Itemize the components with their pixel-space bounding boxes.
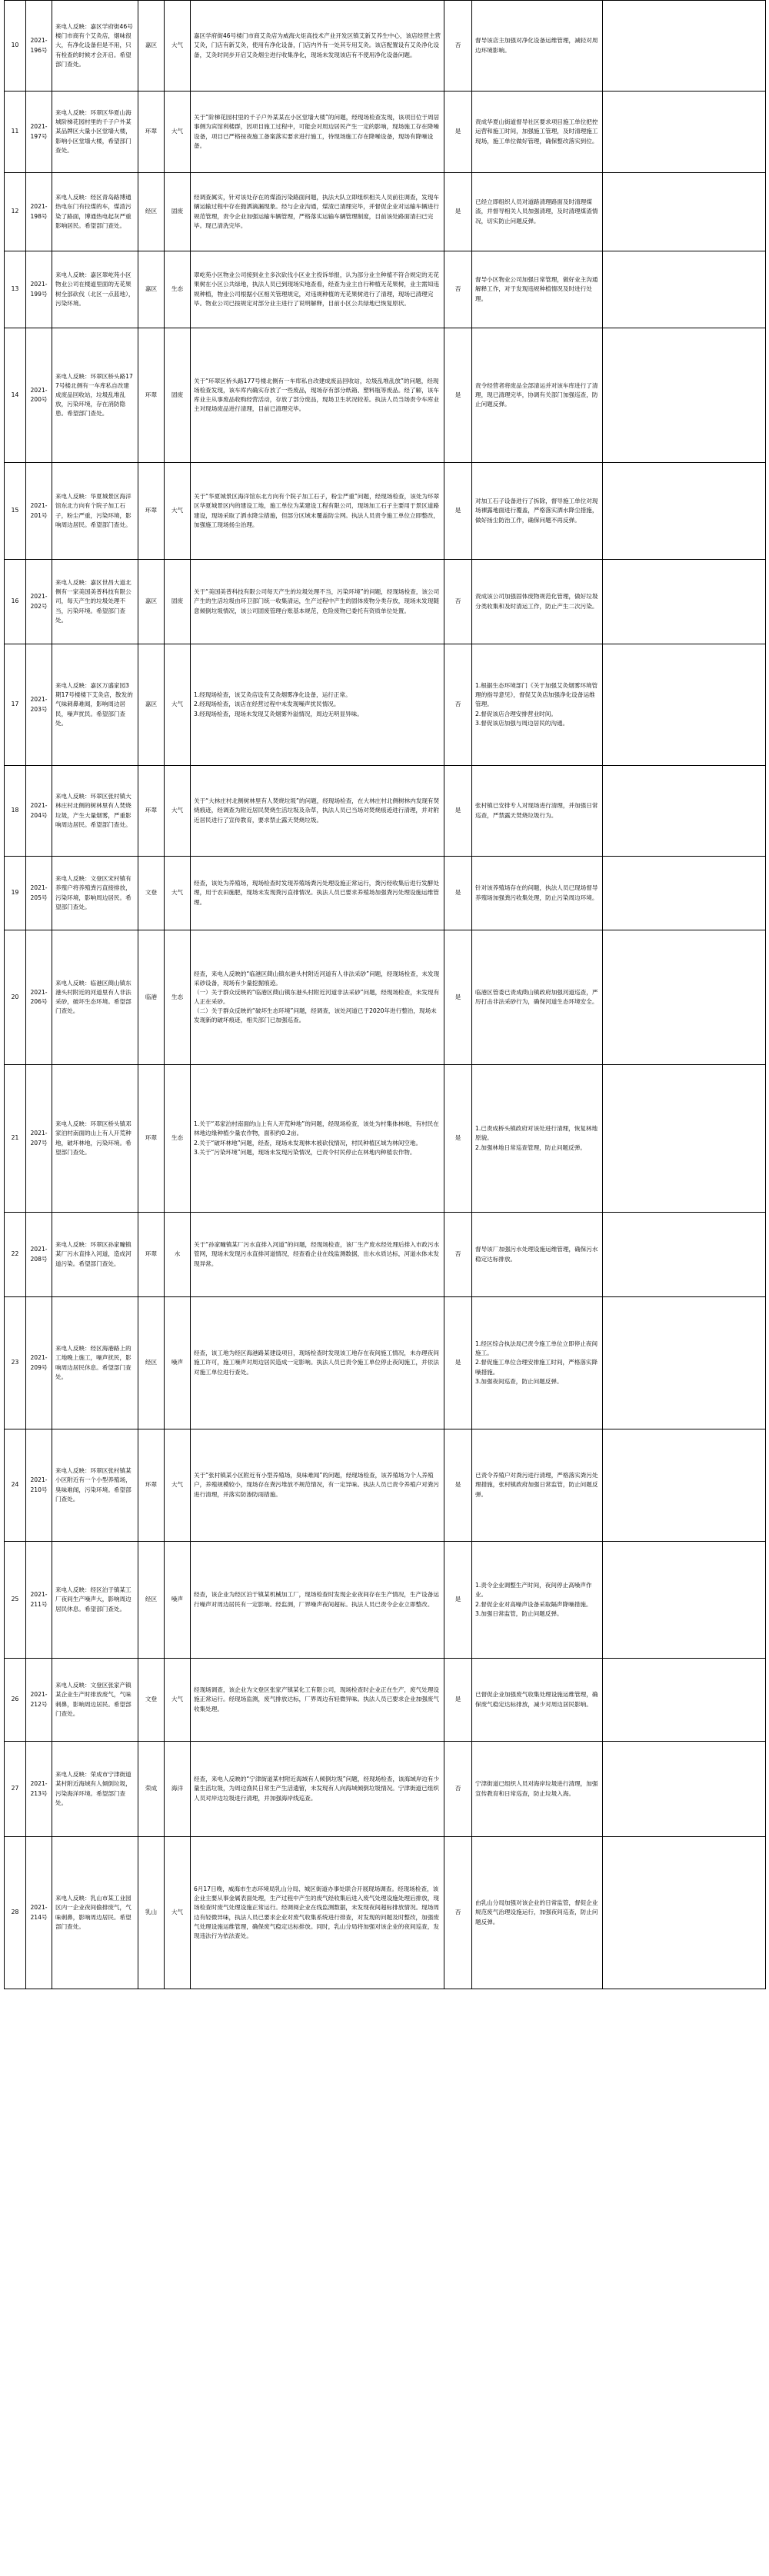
remark-cell xyxy=(603,1297,766,1429)
remark-cell xyxy=(603,766,766,857)
table-row xyxy=(5,1,766,92)
table-row xyxy=(5,1429,766,1542)
complaint-valid-cell: 是 xyxy=(444,92,472,173)
pollution-type-cell: 生态 xyxy=(165,1065,191,1213)
remark-cell xyxy=(603,328,766,463)
row-number-cell: 10 xyxy=(5,1,26,92)
row-number-cell: 23 xyxy=(5,1297,26,1429)
pollution-type-cell: 生态 xyxy=(165,251,191,328)
table-row xyxy=(5,1542,766,1659)
row-number-cell: 27 xyxy=(5,1742,26,1837)
complaint-feedback-cell: 来电人反映：华夏城景区海洋馆东北方向有个院子加工石子，粉尘严重，污染环境，影响周边居民。希望部门查处。 xyxy=(52,463,138,560)
case-code-cell: 2021-208号 xyxy=(26,1213,52,1297)
case-code-cell: 2021-213号 xyxy=(26,1742,52,1837)
remark-cell xyxy=(603,644,766,766)
district-cell: 嘉区 xyxy=(138,1,165,92)
complaint-valid-cell: 是 xyxy=(444,930,472,1065)
complaint-table xyxy=(4,0,766,1989)
handling-measure-cell: 责令经营者将废品全部清运并对该车库进行了清理，现已清理完毕，协调有关部门加强巡查，防止问题反弹。 xyxy=(472,328,603,463)
investigation-result-cell: 关于“孙家疃镇某厂污水直排入河道”的问题，经现场检查，该厂生产废水经处理后排入市政污水管网，现场未发现污水直排河道情况，经查看企业在线监测数据，出水水质达标，河道水体未发现异常。 xyxy=(191,1213,444,1297)
row-number-cell: 13 xyxy=(5,251,26,328)
handling-measure-cell: 已责令养殖户对粪污进行清理，严格落实粪污处理措施，张村镇政府加强日常监管，防止问题反弹。 xyxy=(472,1429,603,1542)
handling-measure-cell: 责成该公司加强固体废物规范化管理，做好垃圾分类收集和及时清运工作，防止产生二次污染。 xyxy=(472,560,603,644)
pollution-type-cell: 大气 xyxy=(165,1,191,92)
case-code-cell: 2021-202号 xyxy=(26,560,52,644)
remark-cell xyxy=(603,251,766,328)
pollution-type-cell: 大气 xyxy=(165,463,191,560)
district-cell: 文登 xyxy=(138,1659,165,1742)
district-cell: 环翠 xyxy=(138,766,165,857)
complaint-valid-cell: 否 xyxy=(444,644,472,766)
row-number-cell: 22 xyxy=(5,1213,26,1297)
table-row xyxy=(5,1742,766,1837)
table-row xyxy=(5,328,766,463)
row-number-cell: 24 xyxy=(5,1429,26,1542)
investigation-result-cell: 经查，该工地为经区海港路某建设项目，现场检查时发现该工地存在夜间施工情况，未办理夜间施工许可，施工噪声对周边居民造成一定影响。执法人员已责令施工单位停止夜间施工，并依法对施工单位进行查处。 xyxy=(191,1297,444,1429)
investigation-result-cell: 1.经现场检查，该艾灸店设有艾灸烟雾净化设备，运行正常。 2.经现场检查，该店在经营过程中未发现噪声扰民情况。 3.经现场检查，现场未发现艾灸烟雾外溢情况，周边无明显异味。 xyxy=(191,644,444,766)
complaint-valid-cell: 是 xyxy=(444,857,472,930)
investigation-result-cell: 经查，来电人反映的“临港区蔄山镇东港头村附近河道有人非法采砂”问题，经现场检查，未发现采砂设备，现场有少量挖掘痕迹。 （一）关于群众反映的“临港区蔄山镇东港头村附近河道非法采砂”问题，经现场检查，未发现有人正在采砂。 （二）关于群众反映的“破坏生态环境”问题，经调查，该处河道已于2020年进行整治，现场未发现新的破坏痕迹，相关部门已加强巡查。 xyxy=(191,930,444,1065)
row-number-cell: 14 xyxy=(5,328,26,463)
handling-measure-cell: 责成华夏山街道督导社区要求项目施工单位把控运营和施工时间，加强施工管理，及时清理施工现场，施工单位做好管理，确保整改落实到位。 xyxy=(472,92,603,173)
table-row xyxy=(5,644,766,766)
case-code-cell: 2021-198号 xyxy=(26,173,52,251)
case-code-cell: 2021-197号 xyxy=(26,92,52,173)
district-cell: 经区 xyxy=(138,1542,165,1659)
case-code-cell: 2021-196号 xyxy=(26,1,52,92)
remark-cell xyxy=(603,1742,766,1837)
pollution-type-cell: 生态 xyxy=(165,930,191,1065)
table-row xyxy=(5,463,766,560)
table-row xyxy=(5,92,766,173)
complaint-valid-cell: 是 xyxy=(444,1429,472,1542)
pollution-type-cell: 噪声 xyxy=(165,1297,191,1429)
investigation-result-cell: 经调查属实，针对该处存在的煤渣污染路面问题，执法大队立即组织相关人员前往调查，发现车辆运输过程中存在抛洒滴漏现象。经与企业沟通，煤渣已清理完毕，并督促企业对运输车辆进行规范管理，责令企业加强运输车辆管理，严格落实运输车辆管理制度，目前该处路面清扫已完毕。现已清洗完毕。 xyxy=(191,173,444,251)
complaint-feedback-cell: 来电人反映：经区青岛路博通热电东门有拉煤的车，煤渣污染了路面，博通热电起灰严重影响居民。希望部门查处。 xyxy=(52,173,138,251)
pollution-type-cell: 水 xyxy=(165,1213,191,1297)
case-code-cell: 2021-204号 xyxy=(26,766,52,857)
row-number-cell: 26 xyxy=(5,1659,26,1742)
remark-cell xyxy=(603,92,766,173)
case-code-cell: 2021-206号 xyxy=(26,930,52,1065)
row-number-cell: 18 xyxy=(5,766,26,857)
table-row xyxy=(5,1659,766,1742)
remark-cell xyxy=(603,1,766,92)
table-row xyxy=(5,1837,766,1989)
remark-cell xyxy=(603,857,766,930)
district-cell: 临港 xyxy=(138,930,165,1065)
complaint-valid-cell: 否 xyxy=(444,251,472,328)
complaint-feedback-cell: 来电人反映：环翠区张村镇大林庄村北侧的树林里有人焚烧垃圾，产生大量烟雾，严重影响周边居民。希望部门查处。 xyxy=(52,766,138,857)
district-cell: 嘉区 xyxy=(138,560,165,644)
remark-cell xyxy=(603,560,766,644)
pollution-type-cell: 固废 xyxy=(165,328,191,463)
row-number-cell: 21 xyxy=(5,1065,26,1213)
pollution-type-cell: 大气 xyxy=(165,857,191,930)
handling-measure-cell: 针对该养殖场存在的问题，执法人员已现场督导养殖场加强粪污收集处理，防止污染周边环境。 xyxy=(472,857,603,930)
handling-measure-cell: 督导该店主加强对净化设备运维管理，减轻对周边环境影响。 xyxy=(472,1,603,92)
table-row xyxy=(5,1213,766,1297)
district-cell: 文登 xyxy=(138,857,165,930)
district-cell: 环翠 xyxy=(138,92,165,173)
complaint-feedback-cell: 来电人反映：环翠区华夏山海城阶梯花园村里的千子户外某某品牌区大量小区堂墙大楼，影响小区堂墙大楼，希望部门查处。 xyxy=(52,92,138,173)
handling-measure-cell: 1.根据生态环境部门《关于加强艾灸烟雾环境管理的指导意见》，督促艾灸店加强净化设备运维管理。 2.督促该店合理安排营业时间。 3.督促该店加强与周边居民的沟通。 xyxy=(472,644,603,766)
complaint-valid-cell: 是 xyxy=(444,766,472,857)
row-number-cell: 15 xyxy=(5,463,26,560)
district-cell: 嘉区 xyxy=(138,251,165,328)
complaint-valid-cell: 否 xyxy=(444,1,472,92)
investigation-result-cell: 关于“张村镇某小区附近有小型养殖场，臭味难闻”的问题，经现场检查，该养殖场为个人养殖户，养殖规模较小，现场存在粪污堆放不规范情况，有一定异味。执法人员已责令养殖户对粪污进行清理，并落实防渗防雨措施。 xyxy=(191,1429,444,1542)
table-row xyxy=(5,560,766,644)
investigation-result-cell: 关于“阶梯花园村里的千子户外某某在小区堂墙大楼”的问题，经现场检查发现，该项目位于周居事侧为宾馆利楼群，因项目施工过程中，可能会对周边居民产生一定的影响，现场施工存在降噪设备，项目已严格按夜施工备案落实要求进行施工，待现场施工存在降噪设备，现场有降噪设备。 xyxy=(191,92,444,173)
remark-cell xyxy=(603,173,766,251)
complaint-valid-cell: 是 xyxy=(444,463,472,560)
row-number-cell: 25 xyxy=(5,1542,26,1659)
case-code-cell: 2021-201号 xyxy=(26,463,52,560)
handling-measure-cell: 宁津街道已组织人员对海岸垃圾进行清理，加强宣传教育和日常巡查，防止垃圾入海。 xyxy=(472,1742,603,1837)
complaint-feedback-cell: 来电人反映：嘉区翠屹苑小区物业公司在楼道里面的无花果树全部砍伐（北区一点蓝地），污染环境。 xyxy=(52,251,138,328)
complaint-feedback-cell: 来电人反映：文登区宋村镇有养殖户将养殖粪污直接排放，污染环境，影响周边居民。希望部门查处。 xyxy=(52,857,138,930)
investigation-result-cell: 1.关于“邓家泊村南面的山上有人开荒种地”的问题，经现场检查，该处为村集体林地，有村民在林地边缘种植少量农作物，面积约0.2亩。 2.关于“破坏林地”问题，经查，现场未发现林木被砍伐情况，村民种植区域为林间空地。 3.关于“污染环境”问题，现场未发现污染情况，已责令村民停止在林地内种植农作物。 xyxy=(191,1065,444,1213)
table-row xyxy=(5,930,766,1065)
complaint-feedback-cell: 来电人反映：嘉区学府街46号楼门市商有个艾灸店，烟味很大，有净化设备但是不用，只有检查的时候才会开启。希望部门查处。 xyxy=(52,1,138,92)
complaint-feedback-cell: 来电人反映：嘉区世昌大道北侧有一家美国美普科技有限公司，每天产生的垃圾处理不当，污染环境。希望部门查处。 xyxy=(52,560,138,644)
district-cell: 环翠 xyxy=(138,1213,165,1297)
remark-cell xyxy=(603,1213,766,1297)
complaint-valid-cell: 否 xyxy=(444,1837,472,1989)
pollution-type-cell: 噪声 xyxy=(165,1542,191,1659)
pollution-type-cell: 大气 xyxy=(165,1429,191,1542)
handling-measure-cell: 已督促企业加强废气收集处理设施运维管理，确保废气稳定达标排放，减少对周边居民影响。 xyxy=(472,1659,603,1742)
complaint-valid-cell: 是 xyxy=(444,1065,472,1213)
investigation-result-cell: 关于“华夏城景区海洋馆东北方向有个院子加工石子，粉尘严重”问题，经现场检查，该处为环翠区华夏城景区内的建设工地，施工单位为某建设工程有限公司，现场加工石子主要用于景区道路建设，现场采取了洒水降尘措施，但部分区域未覆盖防尘网。执法人员责令施工单位立即整改，加强施工现场扬尘治理。 xyxy=(191,463,444,560)
handling-measure-cell: 1.经区综合执法局已责令施工单位立即停止夜间施工。 2.督促施工单位合理安排施工时间，严格落实降噪措施。 3.加强夜间巡查，防止问题反弹。 xyxy=(472,1297,603,1429)
investigation-result-cell: 经现场调查，该企业为文登区张家产镇某化工有限公司，现场检查时企业正在生产，废气处理设施正常运行。经现场监测，废气排放达标，厂界周边有轻微异味。执法人员已要求企业加强废气收集处理。 xyxy=(191,1659,444,1742)
handling-measure-cell: 督导小区物业公司加强日常管理，做好业主沟通解释工作，对于发现违规种植情况及时进行处理。 xyxy=(472,251,603,328)
district-cell: 乳山 xyxy=(138,1837,165,1989)
complaint-feedback-cell: 来电人反映：乳山市某工业园区内一企业夜间偷排废气，气味刺鼻，影响周边居民。希望部门查处。 xyxy=(52,1837,138,1989)
remark-cell xyxy=(603,1837,766,1989)
pollution-type-cell: 大气 xyxy=(165,1837,191,1989)
pollution-type-cell: 大气 xyxy=(165,1659,191,1742)
handling-measure-cell: 对加工石子设备进行了拆除，督导施工单位对现场裸露地面进行覆盖，严格落实洒水降尘措施，做好扬尘防治工作，确保问题不再反弹。 xyxy=(472,463,603,560)
district-cell: 环翠 xyxy=(138,1429,165,1542)
handling-measure-cell: 张村镇已安排专人对现场进行清理，并加强日常巡查，严禁露天焚烧垃圾行为。 xyxy=(472,766,603,857)
complaint-feedback-cell: 来电人反映：经区泊于镇某工厂夜间生产噪声大，影响周边居民休息。希望部门查处。 xyxy=(52,1542,138,1659)
remark-cell xyxy=(603,463,766,560)
complaint-valid-cell: 否 xyxy=(444,560,472,644)
investigation-result-cell: 6月17日晚，威海市生态环境局乳山分局、城区街道办事处联合开展现场调查。经现场检查，该企业主要从事金属表面处理，生产过程中产生的废气经收集后进入废气处理设施处理后排放，现场检查时废气处理设施正常运行。经调阅企业在线监测数据，未发现夜间超标排放情况。现场周边有轻微异味，执法人员已要求企业对废气收集系统进行排查，对发现的问题及时整改，加强废气处理设施运维管理，确保废气稳定达标排放。同时，乳山分局将加强对该企业的夜间巡查，发现违法行为依法查处。 xyxy=(191,1837,444,1989)
case-code-cell: 2021-211号 xyxy=(26,1542,52,1659)
pollution-type-cell: 大气 xyxy=(165,644,191,766)
district-cell: 环翠 xyxy=(138,463,165,560)
remark-cell xyxy=(603,1542,766,1659)
row-number-cell: 17 xyxy=(5,644,26,766)
investigation-result-cell: 关于“大林庄村北侧树林里有人焚烧垃圾”的问题，经现场检查，在大林庄村北侧树林内发现有焚烧痕迹，经调查为附近居民焚烧生活垃圾及杂草，执法人员已当场对焚烧痕迹进行清理，并对附近居民进行了宣传教育，要求禁止露天焚烧垃圾。 xyxy=(191,766,444,857)
table-row xyxy=(5,1297,766,1429)
row-number-cell: 20 xyxy=(5,930,26,1065)
case-code-cell: 2021-210号 xyxy=(26,1429,52,1542)
investigation-result-cell: 经查，该企业为经区泊于镇某机械加工厂，现场检查时发现企业夜间存在生产情况，生产设备运行噪声对周边居民有一定影响。经监测，厂界噪声夜间超标。执法人员已责令企业立即整改。 xyxy=(191,1542,444,1659)
row-number-cell: 11 xyxy=(5,92,26,173)
complaint-feedback-cell: 来电人反映：环翠区孙家疃镇某厂污水直排入河道，造成河道污染。希望部门查处。 xyxy=(52,1213,138,1297)
row-number-cell: 12 xyxy=(5,173,26,251)
pollution-type-cell: 大气 xyxy=(165,92,191,173)
row-number-cell: 19 xyxy=(5,857,26,930)
district-cell: 荣成 xyxy=(138,1742,165,1837)
remark-cell xyxy=(603,1429,766,1542)
complaint-feedback-cell: 来电人反映：嘉区万盛家园3期17号楼楼下艾灸店，散发的气味刺鼻难闻，影响周边居民，噪声扰民。希望部门查处。 xyxy=(52,644,138,766)
pollution-type-cell: 固废 xyxy=(165,173,191,251)
district-cell: 嘉区 xyxy=(138,644,165,766)
handling-measure-cell: 督导该厂加强污水处理设施运维管理，确保污水稳定达标排放。 xyxy=(472,1213,603,1297)
handling-measure-cell: 1.已责成桥头镇政府对该处进行清理，恢复林地原貌。 2.加强林地日常巡查管理，防止问题反弹。 xyxy=(472,1065,603,1213)
pollution-type-cell: 海洋 xyxy=(165,1742,191,1837)
complaint-feedback-cell: 来电人反映：环翠区张村镇某小区附近有一个小型养殖场，臭味难闻，污染环境。希望部门查处。 xyxy=(52,1429,138,1542)
investigation-result-cell: 嘉区学府街46号楼门市商艾灸店为威海火炬高技术产业开发区镇艾新艾养生中心，该店经营主营艾灸，门店有新艾灸，使用有净化设备，门店内外有一处其专用艾灸。该店配置设有艾灸净化设备，艾灸时同步开启艾灸烟尘进行收集净化，现场未发现该店有不使用净化设备问题。 xyxy=(191,1,444,92)
investigation-result-cell: 关于“美国美普科技有限公司每天产生的垃圾处理不当，污染环境”的问题，经现场检查，该公司产生的生活垃圾由环卫部门统一收集清运，生产过程中产生的固体废物分类存放，现场未发现随意倾倒垃圾情况，该公司固废管理台账基本规范，危险废物已委托有资质单位处置。 xyxy=(191,560,444,644)
handling-measure-cell: 临港区管委已责成蔄山镇政府加强河道巡查，严厉打击非法采砂行为，确保河道生态环境安全。 xyxy=(472,930,603,1065)
investigation-result-cell: 经查，该处为养殖场，现场检查时发现养殖场粪污处理设施正常运行，粪污经收集后进行发酵处理，用于农田施肥，现场未发现粪污直排情况。执法人员已要求养殖场加强粪污处理设施运维管理。 xyxy=(191,857,444,930)
case-code-cell: 2021-205号 xyxy=(26,857,52,930)
case-code-cell: 2021-203号 xyxy=(26,644,52,766)
complaint-feedback-cell: 来电人反映：经区海港路上的工地晚上施工，噪声扰民，影响周边居民休息。希望部门查处。 xyxy=(52,1297,138,1429)
remark-cell xyxy=(603,930,766,1065)
complaint-feedback-cell: 来电人反映：荣成市宁津街道某村附近海域有人倾倒垃圾，污染海洋环境。希望部门查处。 xyxy=(52,1742,138,1837)
complaint-valid-cell: 是 xyxy=(444,1297,472,1429)
handling-measure-cell: 已经立即组织人员对道路清理路面及时清理煤渣，并督导相关人员加强清理，及时清理煤渣情况，切实防止问题反弹。 xyxy=(472,173,603,251)
complaint-valid-cell: 是 xyxy=(444,1659,472,1742)
table-row xyxy=(5,766,766,857)
case-code-cell: 2021-214号 xyxy=(26,1837,52,1989)
remark-cell xyxy=(603,1659,766,1742)
row-number-cell: 16 xyxy=(5,560,26,644)
district-cell: 经区 xyxy=(138,173,165,251)
table-row xyxy=(5,857,766,930)
table-row xyxy=(5,1065,766,1213)
complaint-valid-cell: 是 xyxy=(444,328,472,463)
district-cell: 环翠 xyxy=(138,1065,165,1213)
row-number-cell: 28 xyxy=(5,1837,26,1989)
table-row xyxy=(5,173,766,251)
table-row xyxy=(5,251,766,328)
remark-cell xyxy=(603,1065,766,1213)
complaint-valid-cell: 是 xyxy=(444,173,472,251)
pollution-type-cell: 大气 xyxy=(165,766,191,857)
district-cell: 环翠 xyxy=(138,328,165,463)
case-code-cell: 2021-212号 xyxy=(26,1659,52,1742)
handling-measure-cell: 1.责令企业调整生产时间，夜间停止高噪声作业。 2.督促企业对高噪声设备采取隔声降噪措施。 3.加强日常监管，防止问题反弹。 xyxy=(472,1542,603,1659)
case-code-cell: 2021-209号 xyxy=(26,1297,52,1429)
complaint-feedback-cell: 来电人反映：文登区张家产镇某企业生产时排放废气，气味刺鼻，影响周边居民。希望部门查处。 xyxy=(52,1659,138,1742)
investigation-result-cell: 经查，来电人反映的“宁津街道某村附近海域有人倾倒垃圾”问题，经现场检查，该海域岸边有少量生活垃圾，为周边渔民日常生产生活遗留，未发现有人向海域倾倒垃圾情况。宁津街道已组织人员对岸边垃圾进行清理，并加强海岸线巡查。 xyxy=(191,1742,444,1837)
district-cell: 经区 xyxy=(138,1297,165,1429)
complaint-valid-cell: 是 xyxy=(444,1542,472,1659)
case-code-cell: 2021-207号 xyxy=(26,1065,52,1213)
case-code-cell: 2021-199号 xyxy=(26,251,52,328)
pollution-type-cell: 固废 xyxy=(165,560,191,644)
complaint-valid-cell: 否 xyxy=(444,1213,472,1297)
handling-measure-cell: 由乳山分局加强对该企业的日常监管，督促企业规范废气治理设施运行，加强夜间巡查，防止问题反弹。 xyxy=(472,1837,603,1989)
investigation-result-cell: 翠屹苑小区物业公司接到业主多次砍伐小区业主投诉举报，认为部分业主种植不符合规定的无花果树在小区公共绿地，执法人员已到现场实地查看，经查为业主自行种植无花果树，业主需知违规种植，物业公司根据小区相关管理规定，对违规种植的无花果树进行了清理，现场已清理完毕。物业公司已按规定对部分业主进行了说明解释，目前小区公共绿地已恢复原状。 xyxy=(191,251,444,328)
complaint-valid-cell: 否 xyxy=(444,1742,472,1837)
complaint-feedback-cell: 来电人反映：临港区蔄山镇东港头村附近的河道里有人非法采砂，破坏生态环境。希望部门查处。 xyxy=(52,930,138,1065)
investigation-result-cell: 关于“环翠区桥头路177号楼北侧有一车库私自改建成废品回收站，垃圾乱堆乱放”的问题，经现场检查发现，该车库内确实存放了一些废品，现场存有部分纸箱、塑料瓶等废品。经了解，该车库业主从事废品收购经营活动，存放了部分废品，现场卫生状况较差。执法人员当场责令车库业主对现场废品进行清理，目前已清理完毕。 xyxy=(191,328,444,463)
complaint-feedback-cell: 来电人反映：环翠区桥头路177号楼北侧有一车库私自改建成废品回收站，垃圾乱堆乱放，污染环境，存在消防隐患。希望部门查处。 xyxy=(52,328,138,463)
case-code-cell: 2021-200号 xyxy=(26,328,52,463)
complaint-feedback-cell: 来电人反映：环翠区桥头镇邓家泊村南面的山上有人开荒种地，破坏林地，污染环境。希望部门查处。 xyxy=(52,1065,138,1213)
